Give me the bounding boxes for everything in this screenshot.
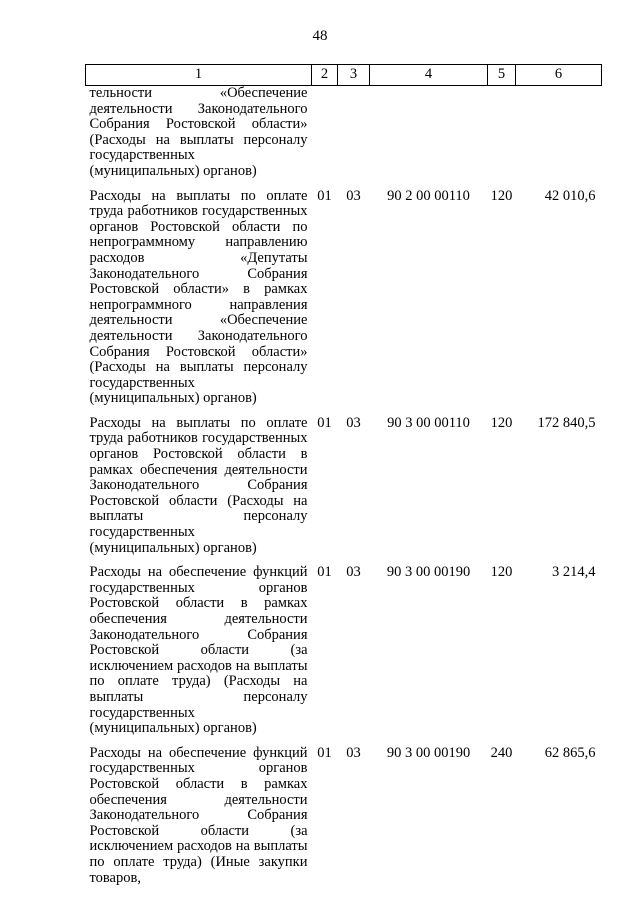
table-row: [86, 746, 602, 895]
row-description: тельности «Обеспечение деятельности Законодательного Собрания Ростовской области» (Расходы на выплаты персоналу государственных (муниципальных) органов): [89, 85, 308, 179]
row-subsection-code: 03: [346, 187, 361, 204]
row-amount: [516, 86, 602, 189]
row-target-article-code: 90 2 00 00110: [387, 187, 470, 204]
row-subsection-code: 03: [346, 414, 361, 431]
row-expense-type-code: [488, 86, 516, 189]
row-description: Расходы на выплаты по оплате труда работников государственных органов Ростовской области в рамках обеспечения деятельности Законодательного Собрания Ростовской области (Расходы на выплаты персоналу государственных (муниципальных) органов): [89, 414, 308, 556]
budget-table: [85, 64, 602, 895]
page-number: 48: [312, 28, 328, 44]
row-target-article-code: [370, 86, 488, 189]
column-header-5: 5: [488, 65, 516, 86]
row-target-article-code: 90 3 00 00110: [387, 414, 470, 431]
column-header-6: 6: [516, 65, 602, 86]
row-description: Расходы на обеспечение функций государственных органов Ростовской области в рамках обеспечения деятельности Законодательного Собрания Ростовской области (за исключением расходов на выплаты по оплате труда) (Иные закупки товаров,: [89, 744, 308, 886]
row-section-code: 01: [317, 414, 332, 431]
row-description: Расходы на обеспечение функций государственных органов Ростовской области в рамках обеспечения деятельности Законодательного Собрания Ростовской области (за исключением расходов на выплаты по оплате труда) (Расходы на выплаты персоналу государственных (муниципальных) органов): [89, 564, 308, 737]
table-row: [86, 189, 602, 416]
table-row: [86, 416, 602, 565]
row-subsection-code: 03: [346, 744, 361, 761]
row-section-code: 01: [317, 564, 332, 581]
row-subsection-code: [338, 86, 370, 189]
row-amount: 42 010,6: [544, 187, 596, 204]
row-subsection-code: 03: [346, 564, 361, 581]
column-header-2: 2: [312, 65, 338, 86]
row-amount: 172 840,5: [537, 414, 596, 431]
table-row: [86, 86, 602, 189]
header-row: [86, 65, 602, 86]
row-amount: 62 865,6: [544, 744, 596, 761]
row-section-code: 01: [317, 744, 332, 761]
row-section-code: [312, 86, 338, 189]
row-target-article-code: 90 3 00 00190: [386, 564, 471, 581]
row-description: Расходы на выплаты по оплате труда работников государственных органов Ростовской области по непрограммному направлению расходов «Депутаты Законодательного Собрания Ростовской области» в рамках непрограммного направления деятельности «Обеспечение деятельности Законодательного Собрания Ростовской области» (Расходы на выплаты персоналу государственных (муниципальных) органов): [89, 187, 308, 407]
column-header-4: 4: [370, 65, 488, 86]
row-expense-type-code: 120: [490, 414, 513, 431]
row-section-code: 01: [317, 187, 332, 204]
row-target-article-code: 90 3 00 00190: [386, 744, 471, 761]
row-amount: 3 214,4: [552, 564, 596, 581]
row-expense-type-code: 120: [490, 564, 513, 581]
row-expense-type-code: 240: [490, 744, 513, 761]
column-header-3: 3: [338, 65, 370, 86]
row-expense-type-code: 120: [490, 187, 513, 204]
column-header-1: 1: [86, 65, 312, 86]
table-row: [86, 565, 602, 746]
